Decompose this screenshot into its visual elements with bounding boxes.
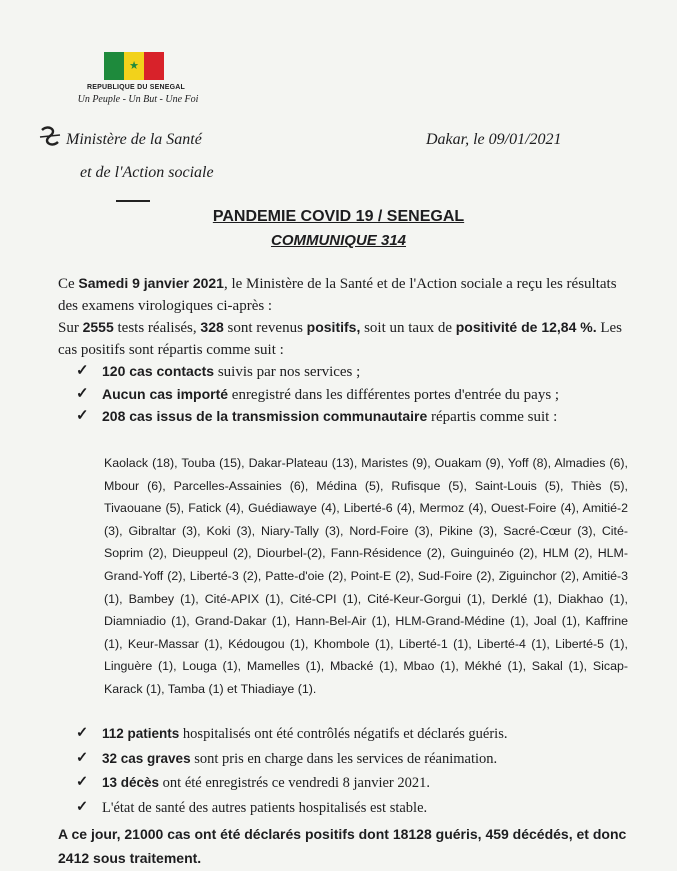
checkmark-icon: ✓ [76, 774, 89, 790]
intro-paragraph-2: Sur 2555 tests réalisés, 328 sont revenus positifs, soit un taux de positivité de 12,84 %. Les cas positifs sont répartis comme suit : [58, 319, 623, 358]
ministry-logo-icon [38, 124, 62, 148]
checkmark-icon: ✓ [76, 408, 89, 424]
checkmark-icon: ✓ [76, 363, 89, 379]
flag-star-icon: ★ [129, 59, 139, 72]
cumulative-summary: A ce jour, 21000 cas ont été déclarés positifs dont 18128 guéris, 459 décédés, et donc 2412 sous traitement. [58, 826, 627, 866]
ministry-name: Ministère de la Santé [66, 131, 202, 148]
check-item-stable: ✓ L'état de santé des autres patients hospitalisés est stable. [76, 796, 638, 821]
outcomes-section [58, 722, 638, 820]
check-item-recovered: ✓ 112 patients hospitalisés ont été contrôlés négatifs et déclarés guéris. [76, 722, 638, 747]
checkmark-icon: ✓ [76, 385, 89, 402]
intro-section [58, 273, 623, 429]
national-motto: Un Peuple - Un But - Une Foi [77, 94, 199, 105]
check-item-community: ✓ 208 cas issus de la transmission communautaire répartis comme suit : [76, 406, 623, 429]
dateline: Dakar, le 09/01/2021 [426, 131, 562, 148]
checkmark-icon: ✓ [76, 798, 89, 815]
ministry-name-line2: et de l'Action sociale [80, 164, 214, 181]
communique-number: COMMUNIQUE 314 [270, 232, 407, 249]
intro-paragraph-1: Ce Samedi 9 janvier 2021, le Ministère de la Santé et de l'Action sociale a reçu les résultats des examens virologiques ci-après : [58, 275, 617, 314]
check-item-severe: ✓ 32 cas graves sont pris en charge dans les services de réanimation. [76, 747, 638, 772]
check-item-deaths: ✓ 13 décès ont été enregistrés ce vendredi 8 janvier 2021. [76, 771, 638, 796]
checkmark-icon: ✓ [76, 725, 89, 741]
check-item-contacts: ✓ 120 cas contacts suivis par nos services ; [76, 361, 623, 384]
page-title: PANDEMIE COVID 19 / SENEGAL [212, 208, 465, 225]
header-divider [116, 200, 150, 202]
senegal-flag-icon [104, 52, 164, 80]
check-item-imported: ✓ Aucun cas importé enregistré dans les différentes portes d'entrée du pays ; [76, 384, 623, 407]
republic-label: REPUBLIQUE DU SENEGAL [87, 84, 185, 91]
checkmark-icon: ✓ [76, 749, 89, 766]
community-cases-by-locality: Kaolack (18), Touba (15), Dakar-Plateau (13), Maristes (9), Ouakam (9), Yoff (8), Almadies (6), Mbour (6), Parcelles-Assainies (6), Médina (5), Rufisque (5), Saint-Louis (5), Thiès (5), Tivaouane (5), Fatick (4), Guédiawaye (4), Liberté-6 (4), Mermoz (4), Ouest-Foire (4), Amitié-2 (3), Gibraltar (3), Koki (3), Niary-Tally (3), Nord-Foire (3), Pikine (3), Sacré-Cœur (3), Cité-Soprim (2), Dieuppeul (2), Diourbel-(2), Fann-Résidence (2), Guinguinéo (2), HLM (2), HLM-Grand-Yoff (2), Liberté-3 (2), Patte-d'oie (2), Point-E (2), Sud-Foire (2), Ziguinchor (2), Amitié-3 (1), Bambey (1), Cité-APIX (1), Cité-CPI (1), Cité-Keur-Gorgui (1), Derklé (1), Diakhao (1), Diamniadio (1), Grand-Dakar (1), Hann-Bel-Air (1), HLM-Grand-Médine (1), Joal (1), Kaffrine (1), Keur-Massar (1), Kédougou (1), Khombole (1), Liberté-1 (1), Liberté-4 (1), Liberté-5 (1), Linguère (1), Louga (1), Mamelles (1), Mbacké (1), Mbao (1), Mékhé (1), Sakal (1), Sicap-Karack (1), Tamba (1) et Thiadiaye (1). [104, 456, 628, 696]
